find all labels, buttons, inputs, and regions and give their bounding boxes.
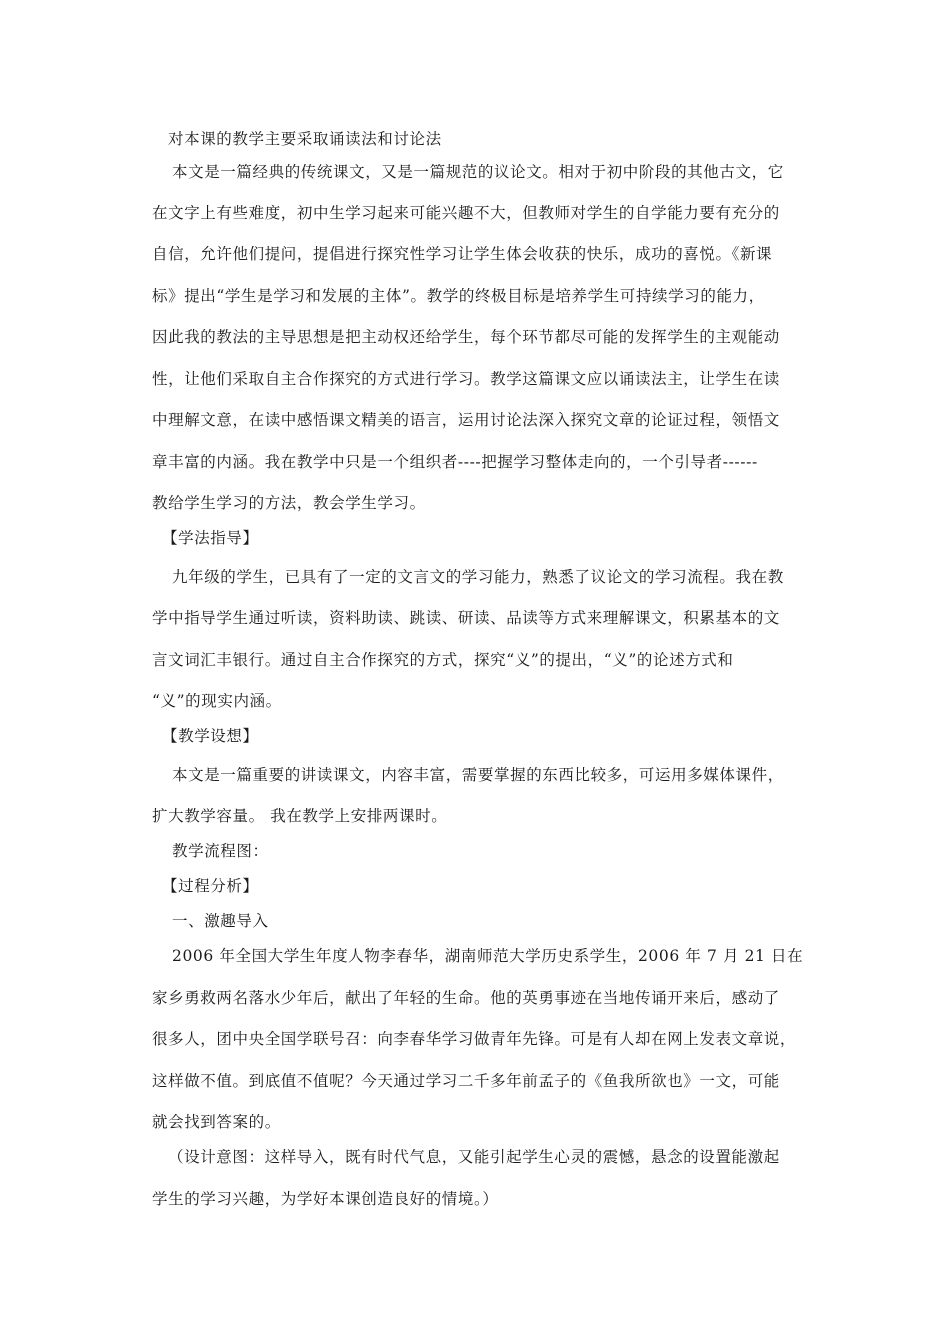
paragraph-line: 这样做不值。到底值不值呢？今天通过学习二千多年前孟子的《鱼我所欲也》一文，可能: [152, 1072, 780, 1090]
paragraph-line: 言文词汇丰银行。通过自主合作探究的方式，探究“义”的提出，“义”的论述方式和: [152, 651, 734, 669]
paragraph-line: 教给学生学习的方法，教会学生学习。: [152, 494, 426, 512]
paragraph-line: 九年级的学生，已具有了一定的文言文的学习能力，熟悉了议论文的学习流程。我在教: [172, 568, 784, 586]
paragraph-line: 本文是一篇经典的传统课文，又是一篇规范的议论文。相对于初中阶段的其他古文，它: [172, 163, 784, 181]
paragraph-line: 章丰富的内涵。我在教学中只是一个组织者----把握学习整体走向的，一个引导者------: [152, 453, 758, 471]
section-heading-study-guide: 【学法指导】: [162, 529, 259, 547]
paragraph-line: 在文字上有些难度，初中生学习起来可能兴趣不大，但教师对学生的自学能力要有充分的: [152, 204, 780, 222]
paragraph-line: 很多人，团中央全国学联号召：向李春华学习做青年先锋。可是有人却在网上发表文章说，: [152, 1030, 797, 1048]
paragraph-line: 标》提出“学生是学习和发展的主体”。教学的终极目标是培养学生可持续学习的能力，: [152, 287, 765, 305]
paragraph-line: 中理解文意，在读中感悟课文精美的语言，运用讨论法深入探究文章的论证过程，领悟文: [152, 411, 780, 429]
subsection-heading-intro: 一、激趣导入: [172, 912, 269, 930]
design-intent-line: （设计意图：这样导入，既有时代气息，又能引起学生心灵的震憾，悬念的设置能激起: [168, 1148, 780, 1166]
paragraph-line: 本文是一篇重要的讲读课文，内容丰富，需要掌握的东西比较多，可运用多媒体课件，: [172, 766, 784, 784]
paragraph-line: 因此我的教法的主导思想是把主动权还给学生，每个环节都尽可能的发挥学生的主观能动: [152, 328, 780, 346]
section-heading-process-analysis: 【过程分析】: [162, 877, 259, 895]
paragraph-line: 就会找到答案的。: [152, 1113, 281, 1131]
paragraph-line: 扩大教学容量。 我在教学上安排两课时。: [152, 807, 448, 825]
design-intent-line: 学生的学习兴趣，为学好本课创造良好的情境。）: [152, 1190, 499, 1208]
section-heading-teaching-plan: 【教学设想】: [162, 727, 259, 745]
paragraph-line: 性，让他们采取自主合作探究的方式进行学习。教学这篇课文应以诵读法主，让学生在读: [152, 370, 780, 388]
paragraph-line: “义”的现实内涵。: [152, 692, 282, 710]
paragraph-line: 家乡勇救两名落水少年后，献出了年轻的生命。他的英勇事迹在当地传诵开来后，感动了: [152, 989, 780, 1007]
paragraph-line: 自信，允许他们提问，提倡进行探究性学习让学生体会收获的快乐，成功的喜悦。《新课: [152, 245, 773, 263]
text-line-method: 对本课的教学主要采取诵读法和讨论法: [168, 130, 442, 148]
text-line-flowchart: 教学流程图：: [172, 842, 269, 860]
paragraph-line: 2006 年全国大学生年度人物李春华，湖南师范大学历史系学生，2006 年 7 月 21 日在: [172, 947, 804, 965]
paragraph-line: 学中指导学生通过听读，资料助读、跳读、研读、品读等方式来理解课文，积累基本的文: [152, 609, 780, 627]
